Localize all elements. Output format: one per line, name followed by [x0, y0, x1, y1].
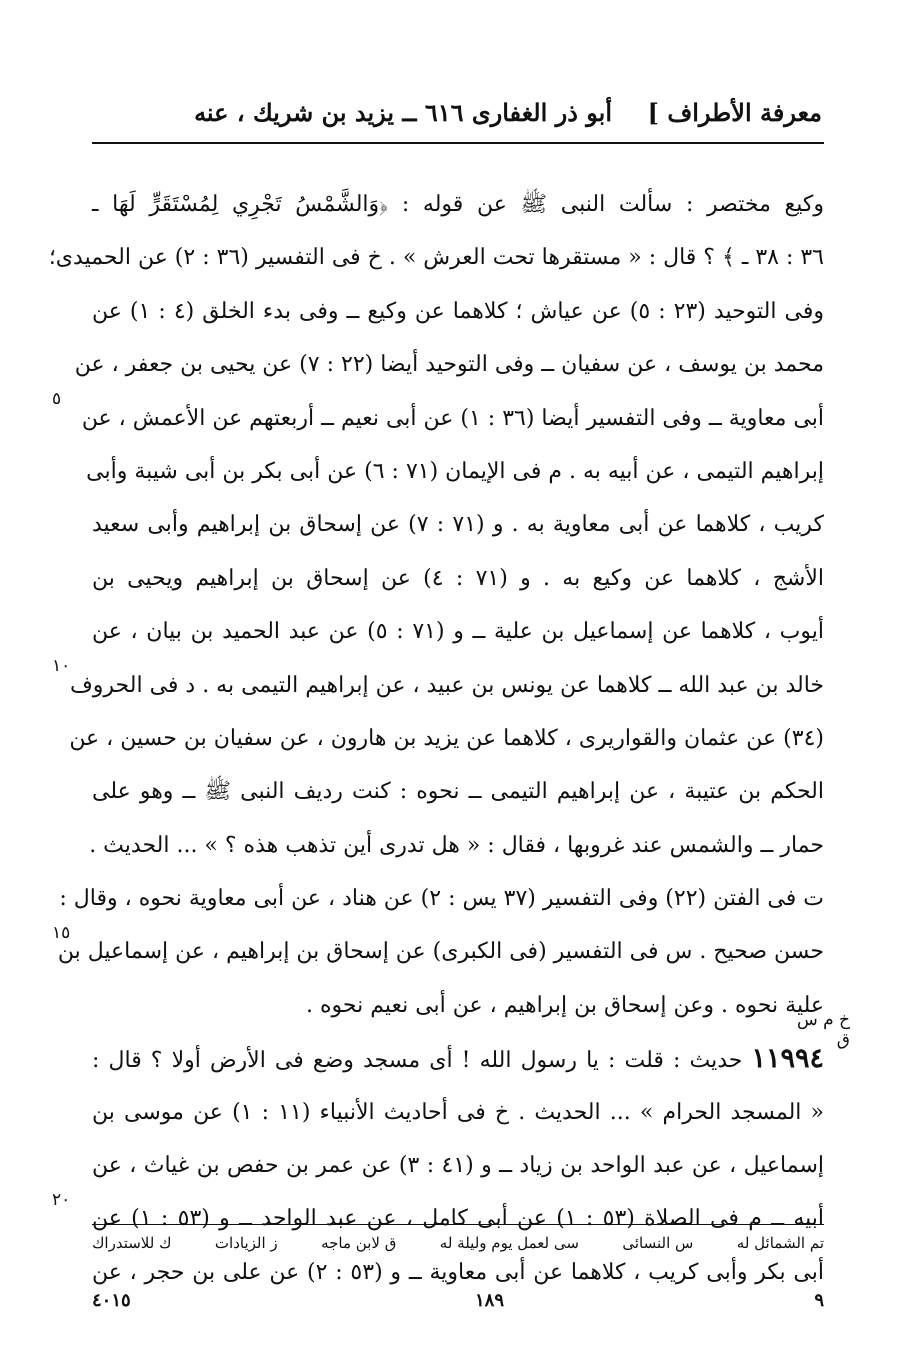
text-line: علية نحوه . وعن إسحاق بن إبراهيم ، عن أبى نعيم نحوه . — [306, 992, 824, 1018]
legend-item: ز الزيادات — [214, 1234, 278, 1252]
text-line: حسن صحيح . س فى التفسير (فى الكبرى) عن إسحاق بن إبراهيم ، عن إسماعيل بن — [57, 939, 824, 965]
hadith-text: حديث : قلت : يا رسول الله ! أى مسجد وضع فى الأرض أولا ؟ قال : — [92, 1048, 743, 1074]
legend-item: تم الشمائل له — [736, 1234, 824, 1252]
legend-item: ك للاستدراك — [92, 1234, 172, 1252]
abbreviation-legend — [92, 1234, 824, 1264]
text-line: إسماعيل ، عن عبد الواحد بن زياد ــ و (٤١ : ٣) عن عمر بن حفص بن غياث ، عن — [92, 1153, 825, 1179]
text-line: (٣٤) عن عثمان والقواريرى ، كلاهما عن يزيد بن هارون ، عن سفيان بن حسين ، عن — [69, 725, 824, 751]
section-title: معرفة الأطراف ] — [647, 98, 822, 127]
text-line: وفى التوحيد (٢٣ : ٥) عن عياش ؛ كلاهما عن وكيع ــ وفى بدء الخلق (٤ : ١) عن — [92, 298, 825, 324]
footer-rule — [92, 1224, 824, 1225]
page-number: ١٨٩ — [474, 1290, 504, 1311]
text-line: أبى بكر وأبى كريب ، كلاهما عن أبى معاوية ــ و (٥٣ : ٢) عن على بن حجر ، عن — [92, 1259, 824, 1285]
text-line: خالد بن عبد الله ــ كلاهما عن يونس بن عبيد ، عن إبراهيم التيمى به . د فى الحروف — [69, 672, 824, 698]
text-line: حمار ــ والشمس عند غروبها ، فقال : « هل تدرى أين تذهب هذه ؟ » ... الحديث . — [89, 832, 824, 858]
text-line: أبيه ــ م فى الصلاة (٥٣ : ١) عن أبى كامل ، عن عبد الواحد ــ و (٥٣ : ١) عن — [92, 1206, 824, 1232]
hadith-number: ١١٩٩٤ — [751, 1043, 824, 1075]
line-number-10: ١٠ — [52, 656, 71, 676]
running-title: أبو ذر الغفارى ٦١٦ ــ يزيد بن شريك ، عنه — [194, 98, 612, 127]
text-line: « المسجد الحرام » ... الحديث . خ فى أحاديث الأنبياء (١١ : ١) عن موسى بن — [92, 1099, 824, 1125]
legend-item: س النسائى — [622, 1234, 694, 1252]
text-line: أيوب ، كلاهما عن إسماعيل بن علية ــ و (٧١ : ٥) عن عبد الحميد بن بيان ، عن — [92, 619, 824, 645]
line-number-5: ٥ — [52, 389, 62, 409]
text-line: ت فى الفتن (٢٢) وفى التفسير (٣٧ يس : ٢) عن هناد ، عن أبى معاوية نحوه ، وقال : — [59, 886, 824, 912]
text-line: ٣٦ : ٣٨ ـ ﴾ ؟ قال : « مستقرها تحت العرش » . خ فى التفسير (٣٦ : ٢) عن الحميدى؛ — [48, 245, 824, 271]
text-line: الحكم بن عتيبة ، عن إبراهيم التيمى ــ نحوه : كنت رديف النبى ﷺ ــ وهو على — [92, 779, 824, 805]
page-footer — [92, 1290, 824, 1320]
text-line: الأشج ، كلاهما عن وكيع به . و (٧١ : ٤) عن إسحاق بن إبراهيم ويحيى بن — [92, 565, 824, 591]
footer-code: ٤٠١٥ — [92, 1290, 131, 1311]
legend-item: ق لابن ماجه — [321, 1234, 397, 1252]
page-header — [92, 84, 822, 144]
line-number-20: ٢٠ — [52, 1190, 71, 1210]
text-line: كريب ، كلاهما عن أبى معاوية به . و (٧١ : ٧) عن إسحاق بن إبراهيم وأبى سعيد — [92, 512, 825, 538]
line-number-15: ١٥ — [52, 923, 71, 943]
source-sigla: خ م س ق — [796, 1010, 850, 1050]
text-line: محمد بن يوسف ، عن سفيان ــ وفى التوحيد أيضا (٢٢ : ٧) عن يحيى بن جعفر ، عن — [74, 352, 824, 378]
text-line: أبى معاوية ــ وفى التفسير أيضا (٣٦ : ١) عن أبى نعيم ــ أربعتهم عن الأعمش ، عن — [81, 405, 824, 431]
hadith-first-line — [92, 1032, 824, 1085]
text-line: إبراهيم التيمى ، عن أبيه به . م فى الإيمان (٧١ : ٦) عن أبى بكر بن أبى شيبة وأبى — [86, 458, 824, 484]
text-line: وكيع مختصر : سألت النبى ﷺ عن قوله : ﴿وَالشَّمْسُ تَجْرِي لِمُسْتَقَرٍّ لَهَا ـ — [92, 192, 824, 217]
header-rule — [92, 142, 824, 144]
volume-number: ٩ — [814, 1290, 824, 1311]
legend-item: سى لعمل يوم وليلة له — [439, 1234, 579, 1252]
